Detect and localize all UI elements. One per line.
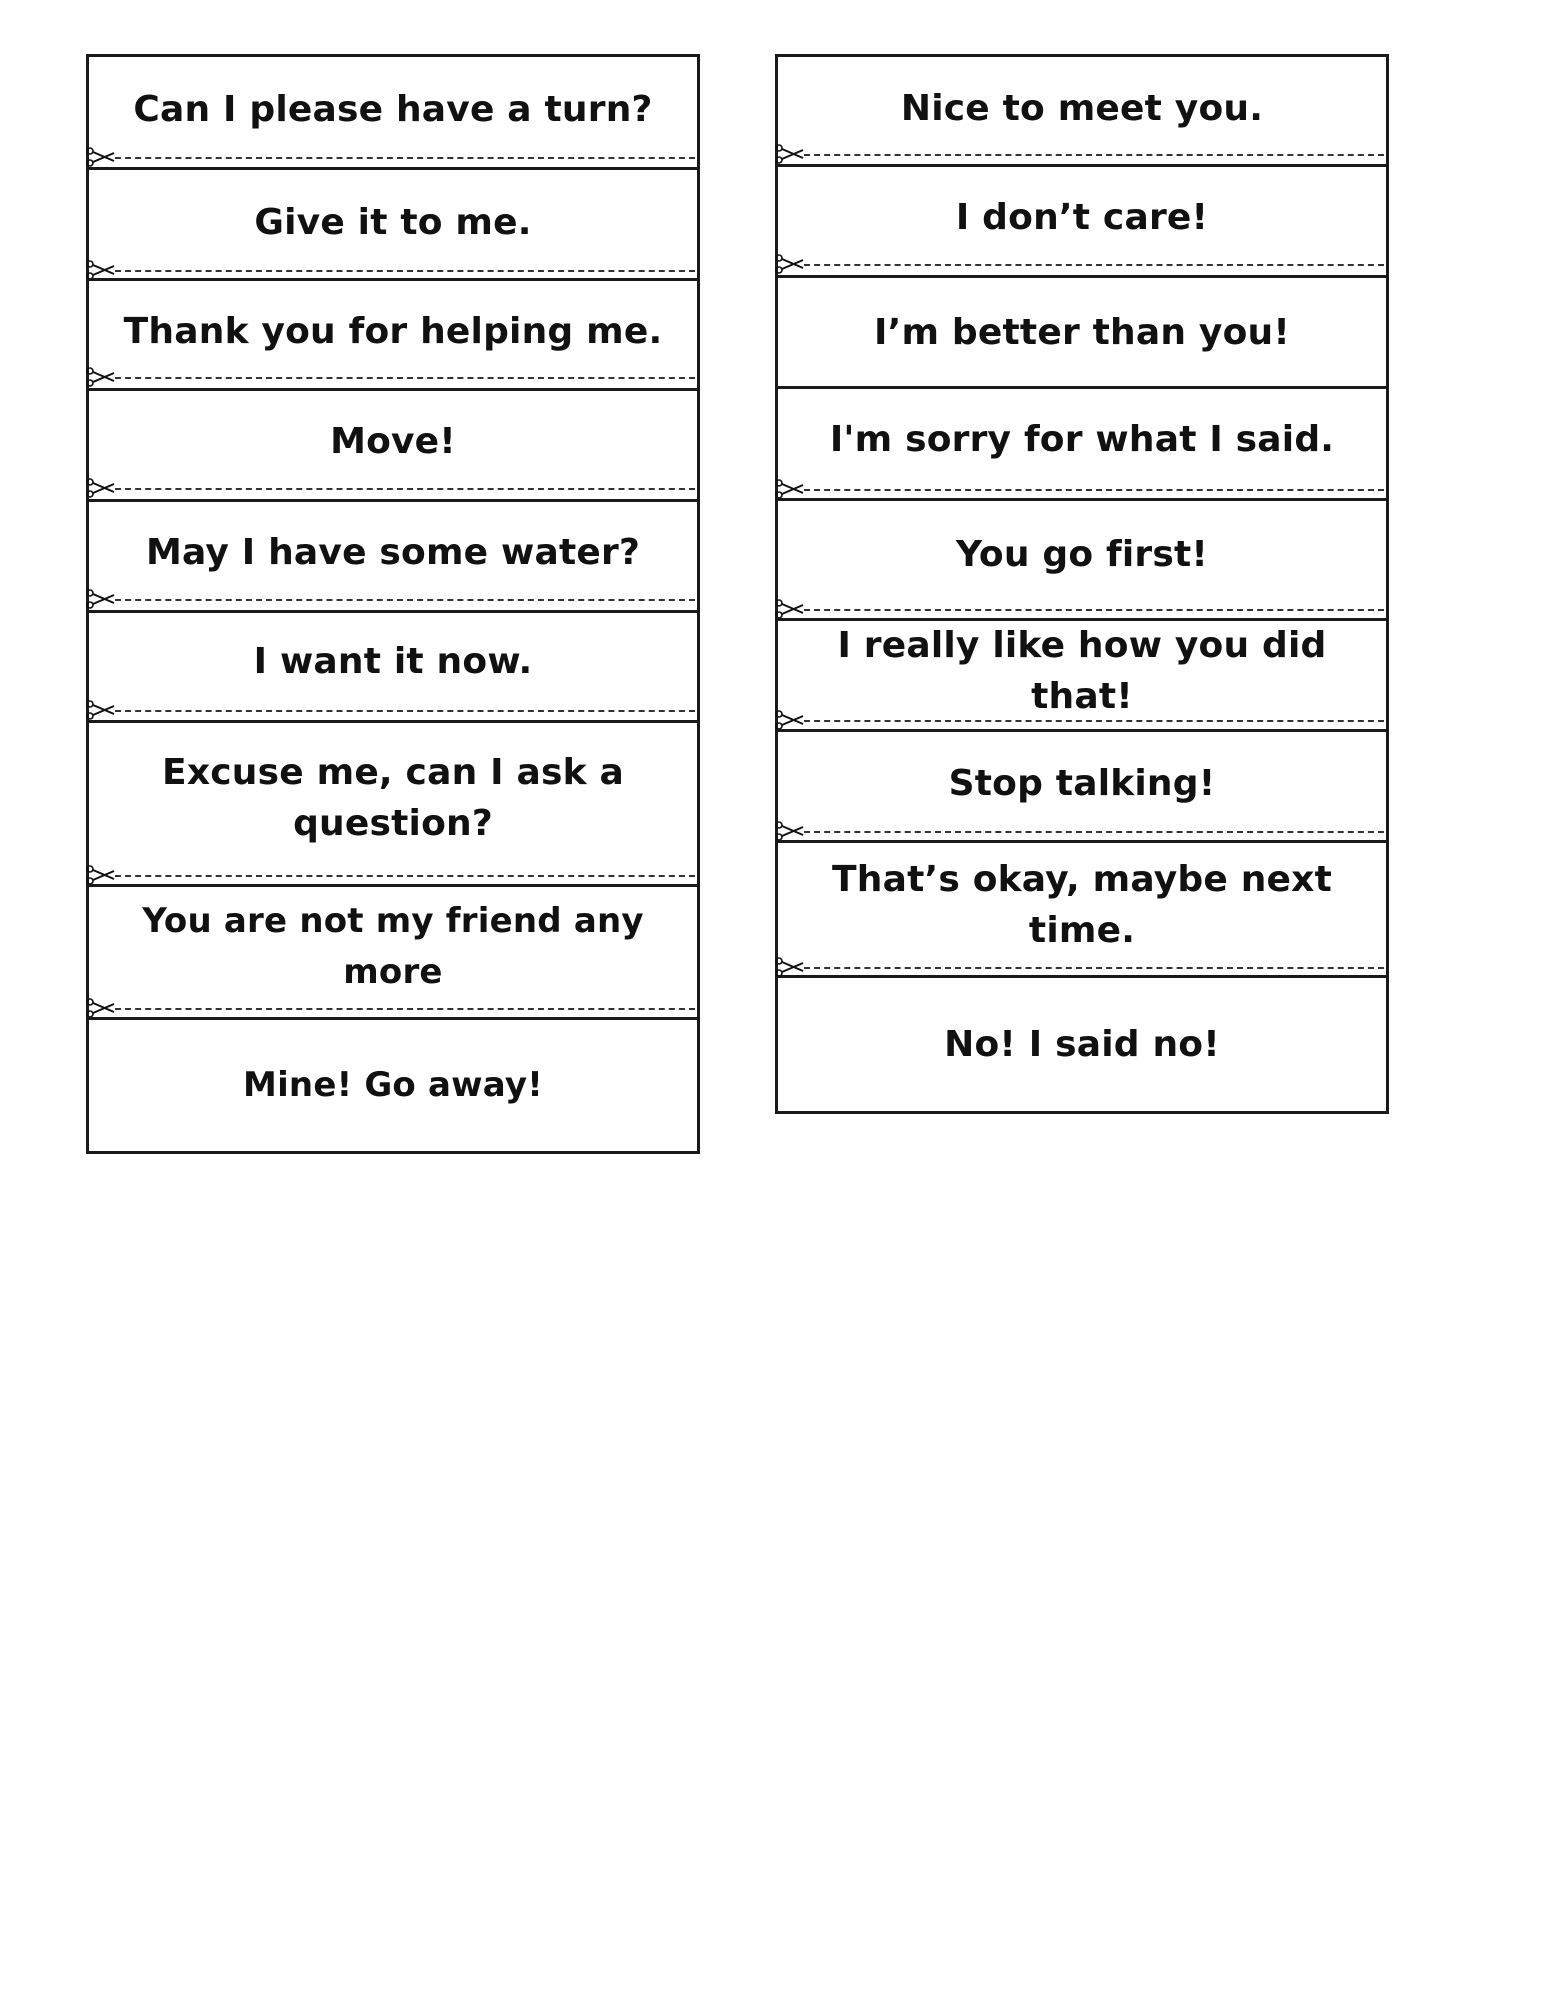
phrase-card (89, 887, 697, 1007)
phrase-card (89, 1020, 697, 1151)
phrase-card (89, 170, 697, 275)
cut-line (804, 967, 1384, 969)
card-text: I don’t care! (955, 196, 1209, 238)
card-text: I’m better than you! (874, 311, 1290, 353)
phrase-card (778, 621, 1386, 721)
cut-line (115, 488, 695, 490)
cut-line (804, 609, 1384, 611)
scissors-icon (86, 146, 116, 168)
phrase-card (778, 389, 1386, 489)
scissors-icon (775, 820, 805, 842)
cut-line (115, 599, 695, 601)
card-text: Mine! Go away! (243, 1065, 543, 1105)
phrase-card (778, 57, 1386, 160)
scissors-icon (775, 253, 805, 275)
phrase-card (89, 723, 697, 873)
cut-line (115, 270, 695, 272)
phrase-card (89, 502, 697, 602)
scissors-icon (775, 709, 805, 731)
card-column-left (86, 54, 700, 1154)
card-text: You are not my friend any more (142, 901, 644, 992)
scissors-icon (86, 477, 116, 499)
scissors-icon (775, 598, 805, 620)
cut-line (115, 875, 695, 877)
scissors-icon (86, 699, 116, 721)
phrase-card (778, 978, 1386, 1111)
scissors-icon (775, 143, 805, 165)
cut-line (115, 377, 695, 379)
phrase-card (778, 843, 1386, 967)
card-text: Give it to me. (254, 202, 532, 243)
card-text: Can I please have a turn? (133, 89, 653, 130)
scissors-icon (775, 478, 805, 500)
phrase-card (89, 281, 697, 382)
cut-line (115, 1008, 695, 1010)
card-text: That’s okay, maybe next time. (831, 859, 1333, 951)
scissors-icon (86, 366, 116, 388)
card-text: Excuse me, can I ask a question? (162, 752, 624, 844)
card-text: No! I said no! (944, 1024, 1220, 1065)
card-text: I'm sorry for what I said. (829, 418, 1335, 460)
card-text: Thank you for helping me. (123, 311, 663, 352)
scissors-icon (86, 997, 116, 1019)
scissors-icon (86, 588, 116, 610)
card-text: May I have some water? (145, 531, 641, 573)
card-text: Move! (330, 420, 456, 462)
card-text: Nice to meet you. (900, 88, 1264, 129)
cut-line (115, 710, 695, 712)
phrase-card (89, 57, 697, 162)
cut-line (804, 720, 1384, 722)
cut-line (804, 831, 1384, 833)
scissors-icon (86, 864, 116, 886)
phrase-card (778, 278, 1386, 386)
phrase-card (778, 167, 1386, 267)
phrase-card (89, 613, 697, 709)
card-text: You go first! (955, 534, 1209, 575)
phrase-card (89, 391, 697, 491)
card-text: Stop talking! (948, 762, 1216, 804)
phrase-card (778, 501, 1386, 608)
phrase-card (778, 732, 1386, 834)
cut-line (804, 489, 1384, 491)
card-column-right (775, 54, 1389, 1114)
cut-line (115, 157, 695, 159)
card-text: I really like how you did that! (837, 625, 1327, 717)
cut-line (804, 264, 1384, 266)
card-text: I want it now. (253, 640, 533, 682)
cut-line (804, 154, 1384, 156)
